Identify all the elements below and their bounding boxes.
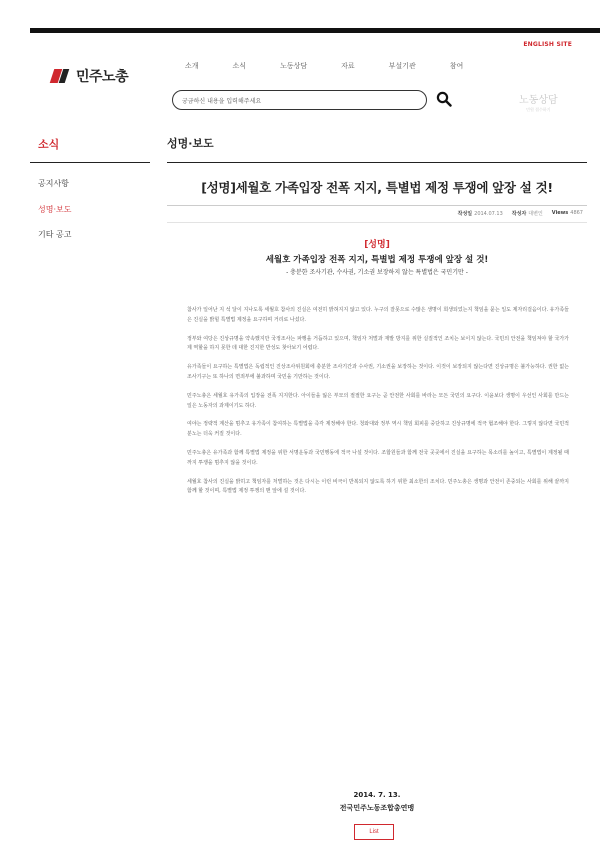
logo-text: 민주노총 — [76, 69, 129, 85]
body-paragraph: 참사가 일어난 지 석 달이 지나도록 세월호 참사의 진실은 여전히 밝혀지지 않고 있다. 누구의 잘못으로 수많은 생명이 희생되었는지 책임을 묻는 일도 제자리걸음이다. 유가족들은 진실을 밝힐 특별법 제정을 요구하며 거리로 나섰다. — [187, 307, 569, 323]
article-title: [성명]세월호 가족입장 전폭 지지, 특별법 제정 투쟁에 앞장 설 것! — [201, 180, 553, 195]
logo[interactable] — [52, 66, 128, 86]
meta-divider — [167, 205, 587, 206]
nav-item-news[interactable]: 소식 — [232, 62, 247, 70]
statement-subtitle: - 충분한 조사기관, 수사권, 기소권 보장하지 않는 특별법은 국민기만 - — [286, 269, 468, 276]
meta-views: Views 4867 — [551, 210, 583, 216]
meta-author: 작성자 대변인 — [511, 211, 543, 217]
statement-org: 전국민주노동조합총연맹 — [339, 804, 415, 812]
list-button[interactable]: List — [354, 824, 394, 840]
logo-mark-icon — [52, 67, 74, 85]
body-paragraph: 유가족들이 요구하는 특별법은 독립적인 진상조사위원회에 충분한 조사기간과 수사권, 기소권을 보장하는 것이다. 이것이 보장되지 않는다면 진상규명은 불가능하다. 권한 없는 조사기구는 또 하나의 면죄부에 불과하며 국민을 기만하는 것이다. — [187, 364, 569, 380]
body-paragraph: 민주노총은 유가족과 함께 특별법 제정을 위한 서명운동과 국민행동에 적극 나설 것이다. 조합원들과 함께 전국 곳곳에서 진실을 요구하는 목소리를 높이고, 특별법이 제정될 때까지 투쟁을 멈추지 않을 것이다. — [187, 449, 569, 466]
body-paragraph: 여야는 정략적 계산을 멈추고 유가족이 참여하는 특별법을 즉각 제정해야 한다. 청와대와 정부 역시 책임 회피를 중단하고 진상규명에 적극 협조해야 한다. 그렇지 않다면 국민적 분노는 더욱 커질 것이다. — [187, 421, 569, 438]
meta-date: 작성일 2014.07.13 — [457, 211, 503, 217]
nav-item-consult[interactable]: 노동상담 — [280, 62, 308, 70]
labor-consult-label: 노동상담 — [519, 95, 558, 106]
sidebar-item-statements[interactable]: 성명·보도 — [38, 205, 72, 214]
sidebar-item-other[interactable]: 기타 공고 — [38, 230, 72, 239]
search-input[interactable]: 궁금하신 내용을 입력해주세요 — [172, 90, 427, 110]
search-icon[interactable] — [436, 91, 452, 107]
sidebar-divider — [30, 162, 150, 163]
article-meta — [458, 210, 583, 217]
labor-consult-link[interactable] — [519, 91, 558, 113]
statement-title: 세월호 가족입장 전폭 지지, 특별법 제정 투쟁에 앞장 설 것! — [265, 255, 489, 265]
statement-body — [187, 306, 569, 506]
nav-item-participate[interactable]: 참여 — [449, 62, 464, 70]
nav-item-institutes[interactable]: 부설기관 — [388, 62, 416, 70]
body-paragraph: 정부와 여당은 진상규명을 약속했지만 국정조사는 파행을 거듭하고 있으며, 책임자 처벌과 재발 방지를 위한 실질적인 조치는 보이지 않는다. 국민의 안전을 책임져야 할 국가가 제 역할을 하지 못한 데 대한 진지한 반성도 찾아보기 어렵다. — [187, 335, 569, 352]
body-paragraph: 민주노총은 세월호 유가족의 입장을 전폭 지지한다. 아이들을 잃은 부모의 절절한 요구는 곧 안전한 사회를 바라는 모든 국민의 요구다. 이윤보다 생명이 우선인 사회를 만드는 일은 노동자의 과제이기도 하다. — [187, 392, 569, 409]
nav-item-archive[interactable]: 자료 — [341, 62, 355, 70]
statement-date: 2014. 7. 13. — [353, 791, 401, 799]
body-paragraph: 세월호 참사의 진실을 밝히고 책임자를 처벌하는 것은 다시는 이런 비극이 반복되지 않도록 하기 위한 최소한의 조치다. 민주노총은 생명과 안전이 존중되는 사회를 위해 끝까지 함께 할 것이며, 특별법 제정 투쟁의 맨 앞에 설 것이다. — [187, 478, 569, 495]
nav-item-about[interactable]: 소개 — [185, 62, 199, 70]
english-site-link[interactable]: ENGLISH SITE — [523, 41, 572, 48]
sidebar-title: 소식 — [38, 138, 60, 151]
labor-consult-sub: 민원 접수하기 — [526, 107, 551, 112]
sidebar-item-notices[interactable]: 공지사항 — [38, 179, 69, 188]
meta-divider-bottom — [167, 222, 587, 223]
main-nav — [185, 61, 497, 71]
page-title: 성명·보도 — [167, 137, 214, 150]
top-bar — [30, 28, 600, 33]
main-divider — [167, 162, 587, 163]
statement-label: [성명] — [364, 240, 390, 250]
